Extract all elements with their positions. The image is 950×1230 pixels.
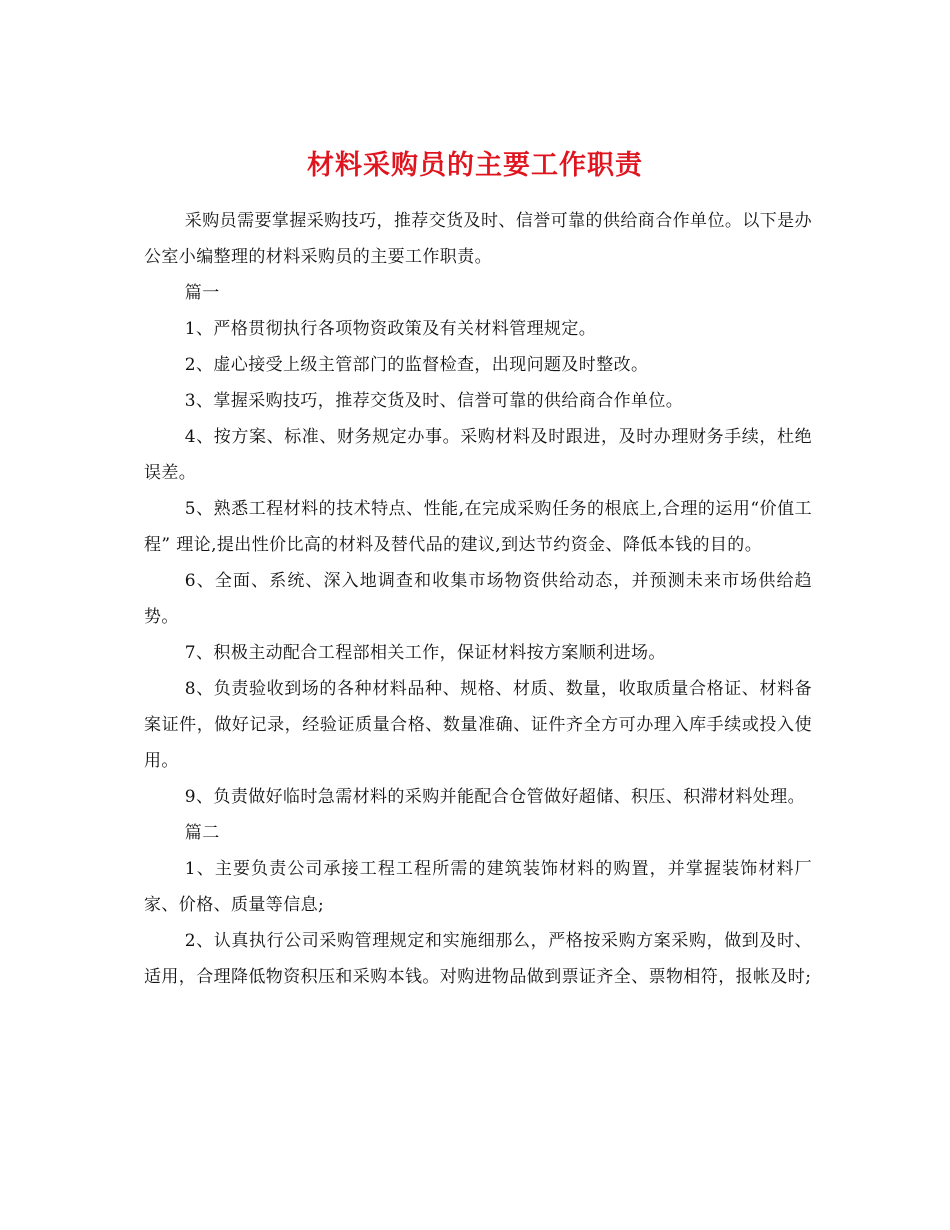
document-body xyxy=(144,203,812,995)
list-item: 2、虚心接受上级主管部门的监督检查，出现问题及时整改。 xyxy=(184,355,649,375)
list-item: 2、认真执行公司采购管理规定和实施细那么，严格按采购方案采购，做到及时、适用，合理降低物资积压和采购本钱。对购进物品做到票证齐全、票物相符，报帐及时; xyxy=(144,931,812,987)
list-item: 5、熟悉工程材料的技术特点、性能,在完成采购任务的根底上,合理的运用“价值工程” 理论,提出性价比高的材料及替代品的建议,到达节约资金、降低本钱的目的。 xyxy=(144,499,812,555)
intro-paragraph: 采购员需要掌握采购技巧，推荐交货及时、信誉可靠的供给商合作单位。以下是办公室小编整理的材料采购员的主要工作职责。 xyxy=(144,211,812,267)
page-title: 材料采购员的主要工作职责 xyxy=(307,150,643,182)
list-item: 1、严格贯彻执行各项物资政策及有关材料管理规定。 xyxy=(184,319,597,339)
list-item: 7、积极主动配合工程部相关工作，保证材料按方案顺利进场。 xyxy=(184,643,666,663)
list-item: 3、掌握采购技巧，推荐交货及时、信誉可靠的供给商合作单位。 xyxy=(184,391,684,411)
section-heading-2: 篇二 xyxy=(184,823,220,843)
list-item: 6、全面、系统、深入地调查和收集市场物资供给动态，并预测未来市场供给趋势。 xyxy=(144,571,812,627)
list-item: 9、负责做好临时急需材料的采购并能配合仓管做好超储、积压、积滞材料处理。 xyxy=(184,787,806,807)
list-item: 1、主要负责公司承接工程工程所需的建筑装饰材料的购置，并掌握装饰材料厂家、价格、质量等信息; xyxy=(144,859,812,915)
section-heading-1: 篇一 xyxy=(184,283,220,303)
list-item: 8、负责验收到场的各种材料品种、规格、材质、数量，收取质量合格证、材料备案证件，做好记录，经验证质量合格、数量准确、证件齐全方可办理入库手续或投入使用。 xyxy=(144,679,812,771)
list-item: 4、按方案、标准、财务规定办事。采购材料及时跟进，及时办理财务手续，杜绝误差。 xyxy=(144,427,812,483)
